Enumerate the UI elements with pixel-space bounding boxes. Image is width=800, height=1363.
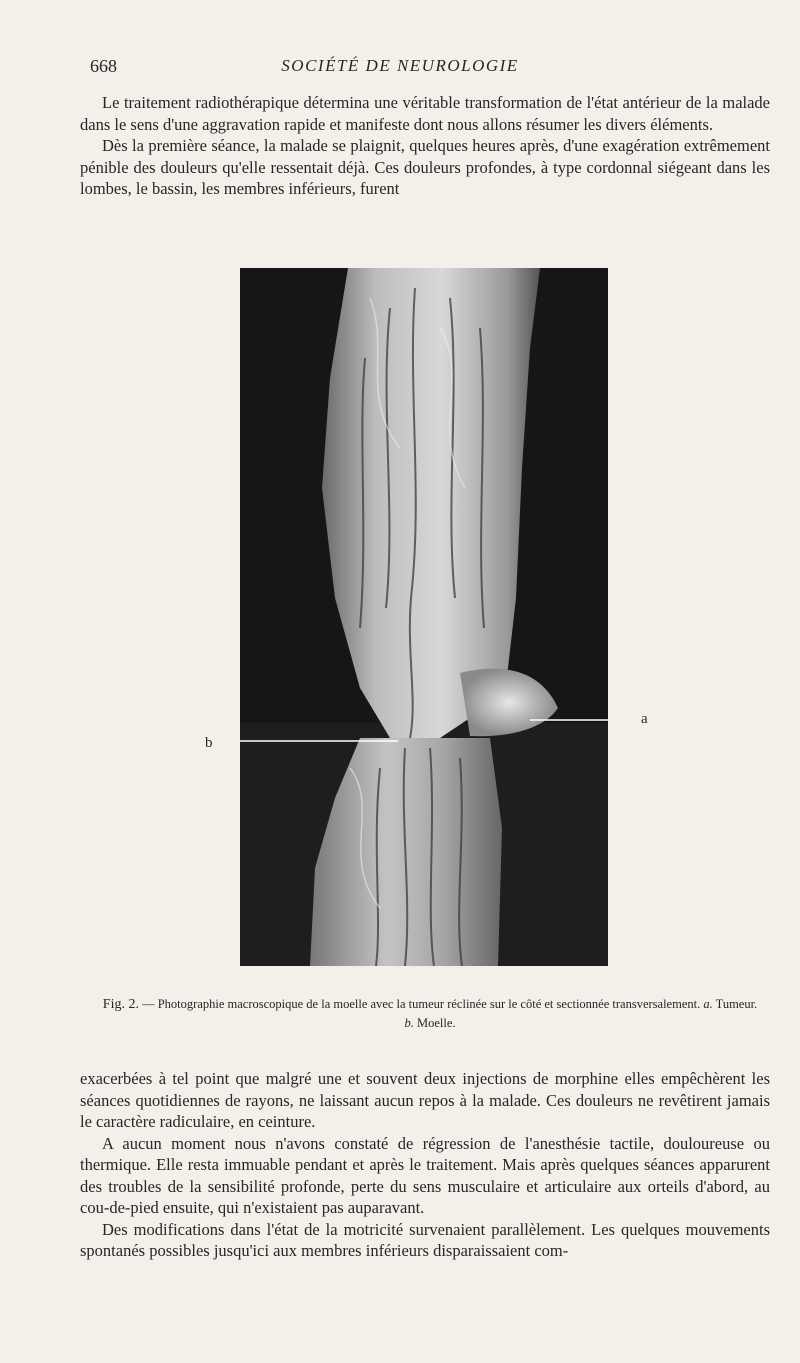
spinal-cord-photograph — [240, 268, 608, 966]
paragraph: exacerbées à tel point que malgré une et souvent deux injections de morphine elles empêchèrent les séances quotidiennes de rayons, ne laissant aucun repos à la malade. Ces douleurs ne revêtirent jamais le caractère radiculaire, en ceinture. — [80, 1069, 770, 1131]
caption-key-a-text: Tumeur. — [712, 997, 758, 1011]
figure-label-a: a — [641, 711, 648, 727]
figure-caption — [100, 995, 760, 1032]
caption-key-b: b. — [404, 1016, 414, 1030]
paragraph: A aucun moment nous n'avons constaté de régression de l'anesthésie tactile, douloureuse ou thermique. Elle resta immuable pendant et après le traitement. Mais après quelques séances apparurent des troubles de la sensibilité profonde, perte du sens musculaire et articulaire aux orteils d'abord, au cou-de-pied ensuite, qui n'existaient pas auparavant. — [80, 1133, 770, 1217]
caption-key-b-text: Moelle. — [413, 1016, 456, 1030]
paragraph: Des modifications dans l'état de la motricité survenaient parallèlement. Les quelques mouvements spontanés possibles jusqu'ici aux membres inférieurs disparaissaient com- — [80, 1219, 770, 1260]
caption-key-a: a. — [703, 997, 713, 1011]
figure-label-b: b — [205, 735, 213, 751]
paragraph: Le traitement radiothérapique détermina une véritable transformation de l'état antérieur de la malade dans le sens d'une aggravation rapide et manifeste dont nous allons résumer les divers éléments. — [80, 93, 770, 134]
paragraph: Dès la première séance, la malade se plaignit, quelques heures après, d'une exagération extrêmement pénible des douleurs qu'elle ressentait déjà. Ces douleurs profondes, à type cordonnal siégeant dans les lombes, le bassin, les membres inférieurs, furent — [80, 136, 770, 198]
caption-figure-number: Fig. 2. — [102, 997, 139, 1012]
running-title: SOCIÉTÉ DE NEUROLOGIE — [281, 56, 519, 75]
caption-text: — Photographie macroscopique de la moelle avec la tumeur réclinée sur le côté et sectionnée transversalement. — [138, 997, 704, 1011]
body-text-bottom — [80, 1068, 770, 1262]
page-number: 668 — [90, 56, 117, 76]
body-text-top — [80, 92, 770, 200]
